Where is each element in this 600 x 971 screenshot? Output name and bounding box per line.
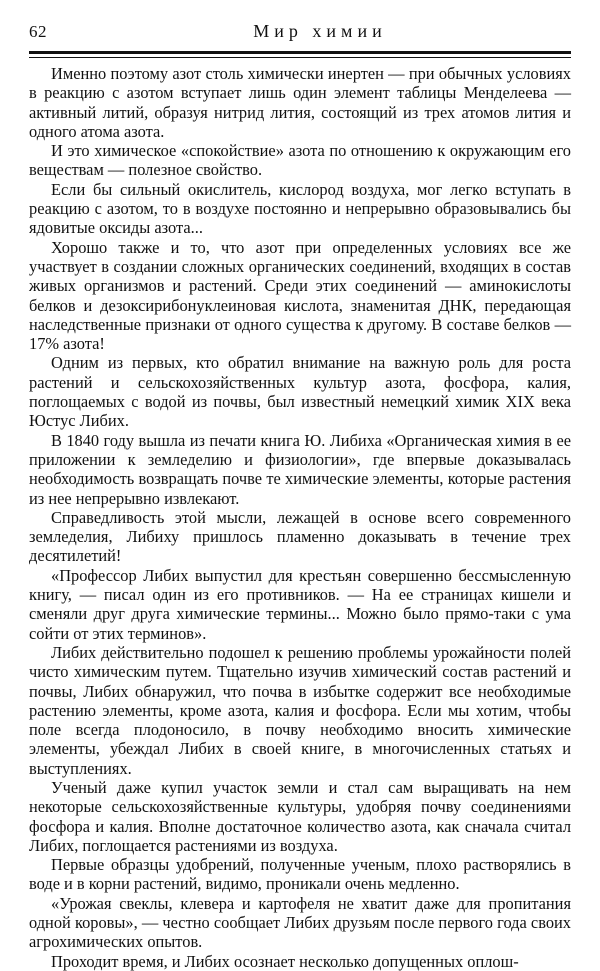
body-text	[29, 64, 571, 971]
paragraph: В 1840 году вышла из печати книга Ю. Либиха «Органическая химия в ее приложении к земледелию и физиологии», где впервые доказывалась необходимость возвращать почве те химические элементы, которые растения из нее непрерывно извлекают.	[29, 430, 571, 508]
header-rule-thin	[29, 57, 571, 58]
running-title: Мир химии	[253, 21, 387, 41]
paragraph: Одним из первых, кто обратил внимание на важную роль для роста растений и сельскохозяйственных культур азота, фосфора, калия, поглощаемых с водой из почвы, был известный немецкий химик XIX века Юстус Либих.	[29, 353, 571, 431]
paragraph: Первые образцы удобрений, полученные ученым, плохо растворялись в воде и в корни растений, видимо, проникали очень медленно.	[29, 855, 571, 894]
paragraph: Именно поэтому азот столь химически инертен — при обычных условиях в реакцию с азотом вступает лишь один элемент таблицы Менделеева — активный литий, образуя нитрид лития, состоящий из трех атомов лития и одного атома азота.	[29, 64, 571, 141]
paragraph: Хорошо также и то, что азот при определенных условиях все же участвует в создании сложных органических соединений, входящих в состав живых организмов и растений. Среди этих соединений — аминокислоты белков и дезоксирибонуклеиновая кислота, знаменитая ДНК, передающая наследственные признаки от одного существа к другому. В составе белков — 17% азота!	[29, 237, 571, 354]
paragraph: Либих действительно подошел к решению проблемы урожайности полей чисто химическим путем. Тщательно изучив химический состав растений и почвы, Либих обнаружил, что почва в избытке содержит все необходимые растению элементы, кроме азота, калия и фосфора. Если мы хотим, чтобы поле всегда плодоносило, в почву необходимо вносить химические элементы, убеждал Либих в своей книге, в многочисленных статьях и выступлениях.	[29, 642, 571, 778]
paragraph: Проходит время, и Либих осознает несколько допущенных оплош-	[51, 951, 519, 971]
paragraph: Ученый даже купил участок земли и стал сам выращивать на нем некоторые сельскохозяйственные культуры, удобряя почву соединениями фосфора и калия. Вполне достаточное количество азота, как сначала считал Либих, поглощается растениями из воздуха.	[29, 777, 571, 855]
paragraph: Если бы сильный окислитель, кислород воздуха, мог легко вступать в реакцию с азотом, то в воздухе постоянно и непрерывно образовывались бы ядовитые оксиды азота...	[29, 179, 571, 238]
paragraph: «Урожая свеклы, клевера и картофеля не хватит даже для пропитания одной коровы», — честно сообщает Либих друзьям после первого года своих агрохимических опытов.	[29, 893, 571, 952]
page-number: 62	[29, 22, 47, 41]
page-header	[29, 16, 571, 56]
header-rule-thick	[29, 51, 571, 54]
paragraph: «Профессор Либих выпустил для крестьян совершенно бессмысленную книгу, — писал один из его противников. — На ее страницах кишели и сменяли друг друга химические термины... Можно было прямо-таки с ума сойти от этих терминов».	[29, 565, 571, 643]
paragraph: И это химическое «спокойствие» азота по отношению к окружающим его веществам — полезное свойство.	[29, 141, 571, 180]
paragraph: Справедливость этой мысли, лежащей в основе всего современного земледелия, Либиху пришлось пламенно доказывать в течение трех десятилетий!	[29, 507, 571, 566]
